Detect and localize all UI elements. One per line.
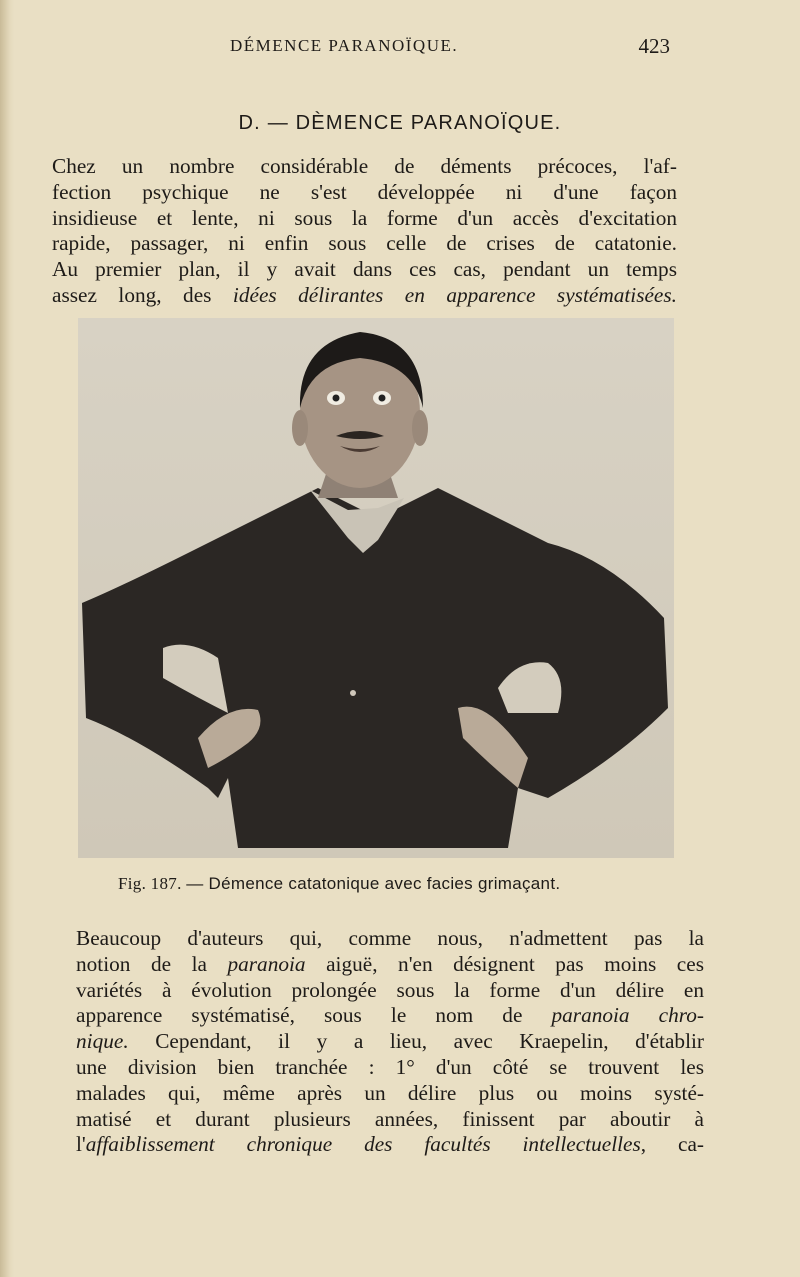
pupil-left [333,395,340,402]
text-line [76,1132,704,1158]
text-run: l' [76,1132,86,1157]
running-head: DÉMENCE PARANOÏQUE. [230,36,459,55]
text-line [76,1029,704,1055]
text-line: matisé et durant plusieurs années, finissent par aboutir à [76,1106,704,1131]
text-line: fection psychique ne s'est développée ni d'une façon [52,179,677,204]
italic-phrase: idées délirantes en apparence systématisées. [232,282,677,307]
text-line: Au premier plan, il y avait dans ces cas, pendant un temps [52,257,677,282]
text-line [76,1003,704,1029]
ear-right [412,410,428,446]
figure-label: Fig. 187. [118,874,182,893]
text-line: insidieuse et lente, ni sous la forme d'un accès d'excitation [52,205,677,230]
ear-left [292,410,308,446]
text-run: notion de la [76,951,228,976]
text-line: une division bien tranchée : 1° d'un côté se trouvent les [76,1054,704,1079]
patient-photo-illustration [78,318,674,858]
text-run: , ca- [640,1132,704,1157]
text-line [76,952,704,978]
figure-photograph [78,318,674,858]
text-run: assez long, des [52,282,233,307]
text-line: malades qui, même après un délire plus ou moins systé- [76,1080,704,1105]
page-binding-edge [0,0,14,1277]
text-run: apparence systématisé, sous le nom de [76,1003,552,1028]
pupil-right [379,395,386,402]
section-title: D. — DÈMENCE PARANOÏQUE. [238,112,562,134]
paragraph-continuation [76,926,704,1158]
text-line: variétés à évolution prolongée sous la forme d'un délire en [76,977,704,1002]
paragraph-intro [52,154,677,309]
italic-term: paranoia chro- [551,1003,704,1028]
italic-term: paranoia [227,951,306,976]
text-run: Cependant, il y a lieu, avec Kraepelin, d'établir [128,1029,704,1054]
text-line [52,283,677,309]
figure-caption-text: — Démence catatonique avec facies grimaçant. [186,874,561,893]
text-line: Chez un nombre considérable de déments précoces, l'af- [52,154,677,178]
italic-phrase: affaiblissement chronique des facultés intellectuelles [85,1132,641,1157]
italic-term: nique. [76,1029,129,1054]
text-line: Beaucoup d'auteurs qui, comme nous, n'admettent pas la [76,926,704,950]
page-number: 423 [638,34,670,58]
figure-caption [118,874,560,894]
text-run: aiguë, n'en désignent pas moins ces [305,951,705,976]
text-line: rapide, passager, ni enfin sous celle de crises de catatonie. [52,231,677,256]
jacket-button [350,690,356,696]
